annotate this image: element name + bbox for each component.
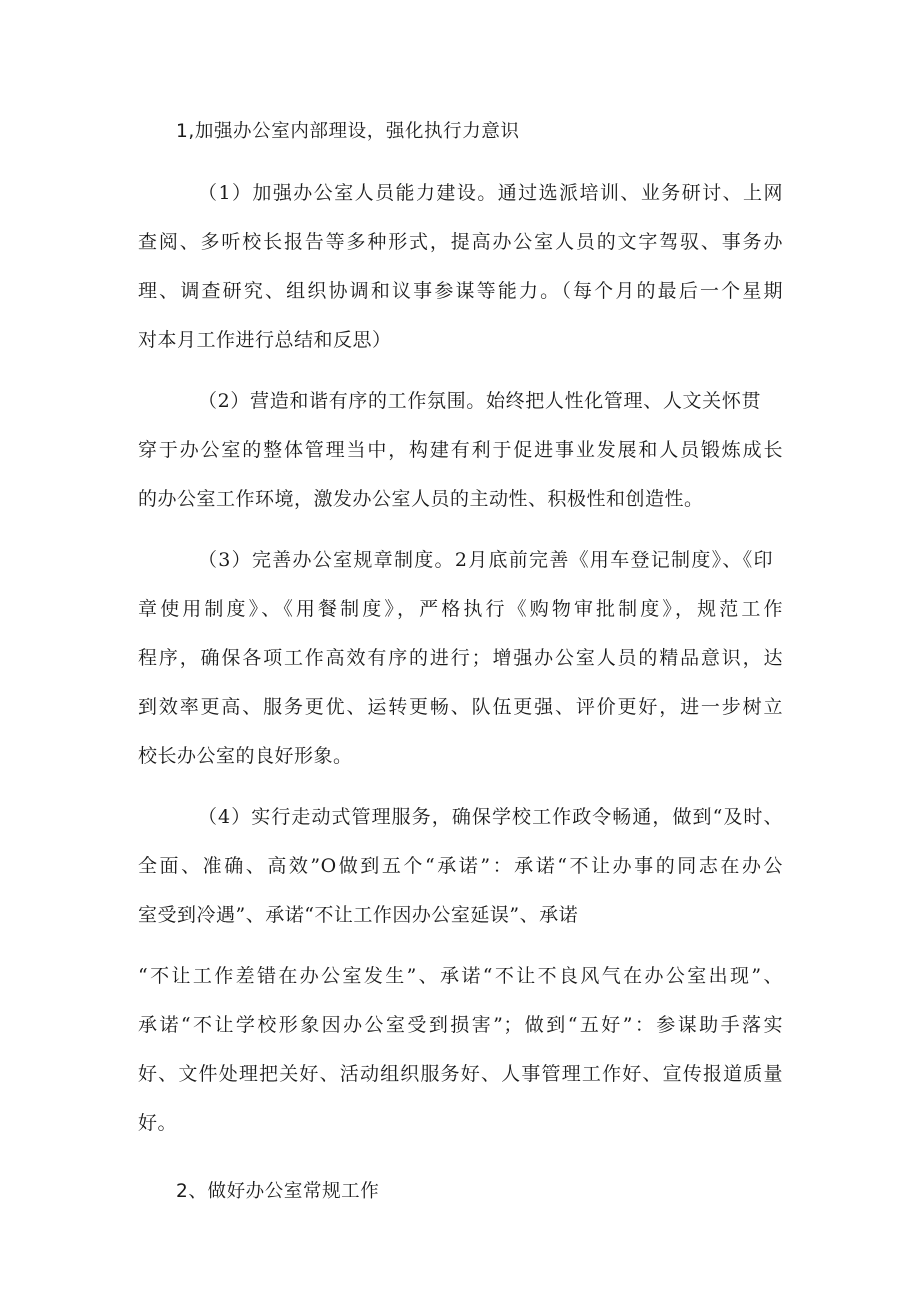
paragraph-4-line-1: （4）实行走动式管理服务，确保学校工作政令畅通，做到“及时、 xyxy=(198,806,783,828)
paragraph-2-line-3: 的办公室工作环境，激发办公室人员的主动性、积极性和创造性。 xyxy=(138,488,704,510)
paragraph-3-line-2: 章使用制度》、《用餐制度》，严格执行《购物审批制度》，规范工作 xyxy=(138,598,783,620)
paragraph-5-line-4: 好。 xyxy=(138,1112,178,1134)
paragraph-3-line-4: 到效率更高、服务更优、运转更畅、队伍更强、评价更好，进一步树立 xyxy=(138,696,783,718)
section-heading-2: 2、做好办公室常规工作 xyxy=(176,1181,380,1202)
paragraph-2-line-1: （2）营造和谐有序的工作氛围。始终把人性化管理、人文关怀贯 xyxy=(198,390,761,412)
paragraph-3-line-5: 校长办公室的良好形象。 xyxy=(138,745,353,767)
paragraph-5-line-3: 好、文件处理把关好、活动组织服务好、人事管理工作好、宣传报道质量 xyxy=(138,1063,783,1085)
paragraph-3-line-3: 程序，确保各项工作高效有序的进行；增强办公室人员的精品意识，达 xyxy=(138,647,783,669)
paragraph-1-line-1: （1）加强办公室人员能力建设。通过选派培训、业务研讨、上网 xyxy=(198,182,783,204)
paragraph-5-line-2: 承诺“不让学校形象因办公室受到损害”；做到“五好”：参谋助手落实 xyxy=(138,1014,783,1036)
paragraph-1-line-4: 对本月工作进行总结和反思） xyxy=(138,329,392,351)
paragraph-1-line-3: 理、调查研究、组织协调和议事参谋等能力。（每个月的最后一个星期 xyxy=(138,280,783,302)
paragraph-1-line-2: 查阅、多听校长报告等多种形式，提高办公室人员的文字驾驭、事务办 xyxy=(138,231,783,253)
paragraph-4-line-3: 室受到冷遇”、承诺“不让工作因办公室延误”、承诺 xyxy=(138,904,579,926)
paragraph-3-line-1: （3）完善办公室规章制度。2月底前完善《用车登记制度》、《印 xyxy=(198,549,773,571)
paragraph-2-line-2: 穿于办公室的整体管理当中，构建有利于促进事业发展和人员锻炼成长 xyxy=(138,439,783,461)
paragraph-4-line-2: 全面、准确、高效”O做到五个“承诺”：承诺“不让办事的同志在办公 xyxy=(138,855,783,877)
section-heading-1: 1,加强办公室内部理设，强化执行力意识 xyxy=(176,121,520,142)
paragraph-5-line-1: “不让工作差错在办公室发生”、承诺“不让不良风气在办公室出现”、 xyxy=(138,965,783,987)
